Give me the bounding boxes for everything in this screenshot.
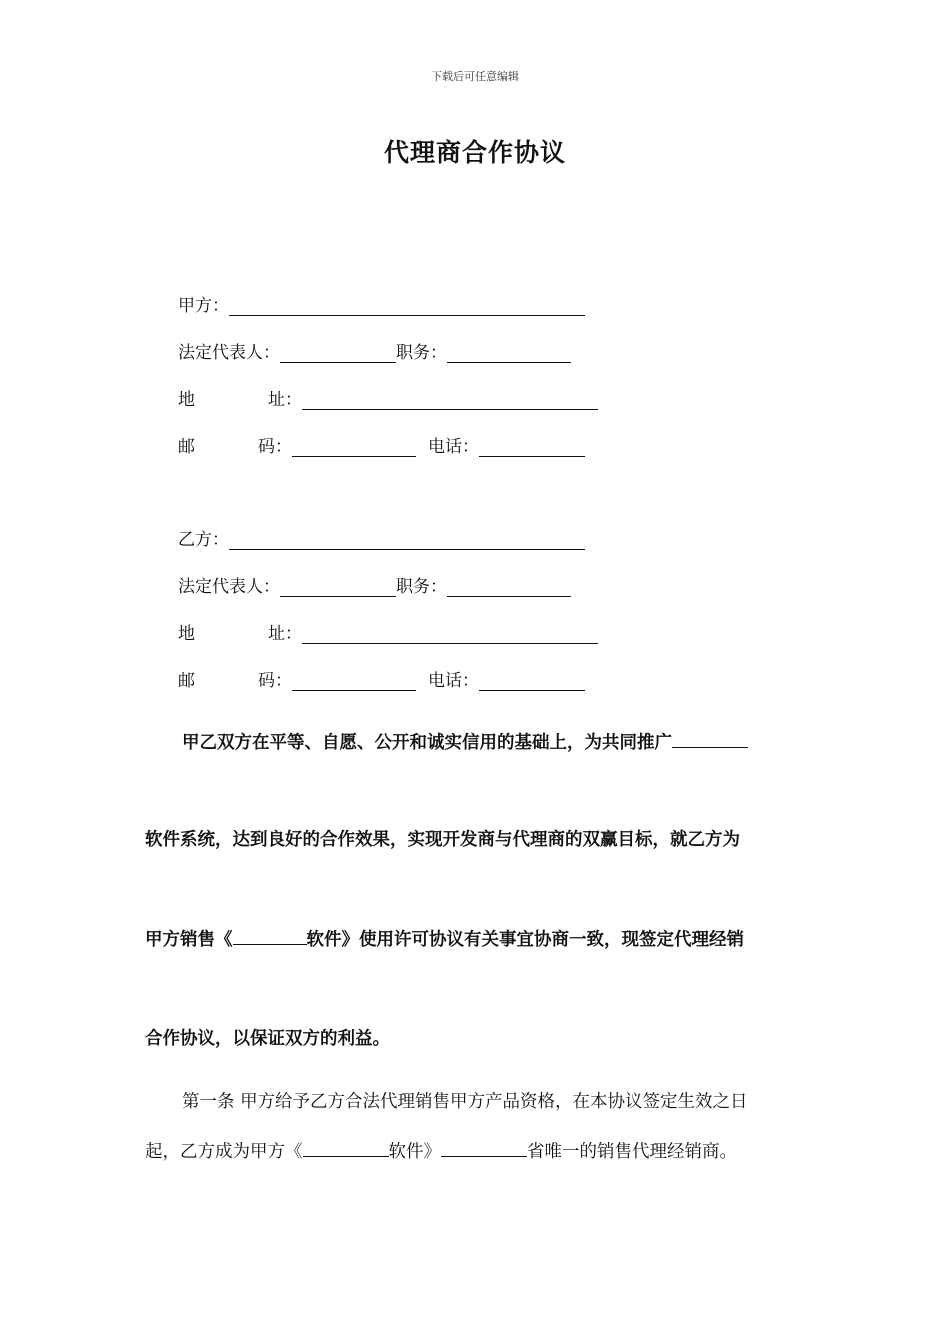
party-b-position-field[interactable] bbox=[447, 576, 571, 597]
province-blank[interactable] bbox=[441, 1140, 527, 1157]
party-b-postcode-field[interactable] bbox=[292, 670, 416, 691]
party-a-position-label: 职务： bbox=[396, 343, 447, 363]
document-title: 代理商合作协议 bbox=[383, 138, 566, 167]
party-b-name-label: 乙方： bbox=[178, 530, 229, 550]
party-b-position-label: 职务： bbox=[396, 577, 447, 597]
party-a-position-field[interactable] bbox=[447, 342, 571, 363]
article-1-line-1: 第一条 甲方给予乙方合法代理销售甲方产品资格，在本协议签定生效之日 bbox=[182, 1092, 748, 1112]
address-label-char: 址： bbox=[268, 390, 302, 410]
postcode-label-char: 邮 bbox=[178, 437, 195, 457]
party-a-rep-field[interactable] bbox=[280, 342, 396, 363]
party-b-name-field[interactable] bbox=[229, 529, 585, 550]
product-blank-3[interactable] bbox=[303, 1140, 389, 1157]
party-a-postcode-row bbox=[178, 433, 585, 457]
party-a-phone-label: 电话： bbox=[428, 437, 479, 457]
party-b-rep-row bbox=[178, 573, 571, 597]
party-b-rep-field[interactable] bbox=[280, 576, 396, 597]
party-b-rep-label: 法定代表人： bbox=[178, 577, 280, 597]
intro-line-1 bbox=[182, 729, 802, 754]
party-b-phone-label: 电话： bbox=[428, 671, 479, 691]
product-blank-2[interactable] bbox=[233, 928, 307, 945]
party-a-address-field[interactable] bbox=[302, 389, 598, 410]
party-b-address-label bbox=[178, 619, 302, 644]
intro-line-1-text: 甲乙双方在平等、自愿、公开和诚实信用的基础上，为共同推广 bbox=[182, 733, 672, 753]
article-1-line-2-text-a: 起，乙方成为甲方《 bbox=[145, 1142, 303, 1162]
party-b-address-field[interactable] bbox=[302, 623, 598, 644]
header-note: 下载后可任意编辑 bbox=[431, 70, 519, 83]
address-label-char: 地 bbox=[178, 624, 195, 644]
party-b-postcode-label bbox=[178, 666, 292, 691]
party-b-postcode-row bbox=[178, 667, 585, 691]
postcode-label-char: 码： bbox=[258, 671, 292, 691]
intro-line-3 bbox=[145, 926, 805, 951]
party-a-phone-field[interactable] bbox=[479, 436, 585, 457]
party-a-address-row bbox=[178, 386, 598, 410]
party-b-name-row bbox=[178, 526, 585, 550]
article-1-line-2 bbox=[145, 1138, 805, 1163]
party-a-postcode-field[interactable] bbox=[292, 436, 416, 457]
intro-line-3-text-b: 软件》使用许可协议有关事宜协商一致，现签定代理经销 bbox=[306, 930, 744, 950]
article-1-line-2-text-c: 省唯一的销售代理经销商。 bbox=[527, 1142, 737, 1162]
party-a-name-row bbox=[178, 292, 585, 316]
intro-line-2: 软件系统，达到良好的合作效果，实现开发商与代理商的双赢目标，就乙方为 bbox=[145, 830, 740, 850]
party-a-rep-row bbox=[178, 339, 571, 363]
party-a-address-label bbox=[178, 385, 302, 410]
party-b-phone-field[interactable] bbox=[479, 670, 585, 691]
party-a-name-field[interactable] bbox=[229, 295, 585, 316]
address-label-char: 地 bbox=[178, 390, 195, 410]
product-blank-1[interactable] bbox=[672, 731, 748, 748]
party-a-rep-label: 法定代表人： bbox=[178, 343, 280, 363]
article-1-line-2-text-b: 软件》 bbox=[388, 1142, 441, 1162]
party-a-postcode-label bbox=[178, 432, 292, 457]
intro-line-4: 合作协议，以保证双方的利益。 bbox=[145, 1029, 390, 1049]
postcode-label-char: 邮 bbox=[178, 671, 195, 691]
party-b-address-row bbox=[178, 620, 598, 644]
party-a-name-label: 甲方： bbox=[178, 296, 229, 316]
address-label-char: 址： bbox=[268, 624, 302, 644]
intro-line-3-text-a: 甲方销售《 bbox=[145, 930, 233, 950]
postcode-label-char: 码： bbox=[258, 437, 292, 457]
